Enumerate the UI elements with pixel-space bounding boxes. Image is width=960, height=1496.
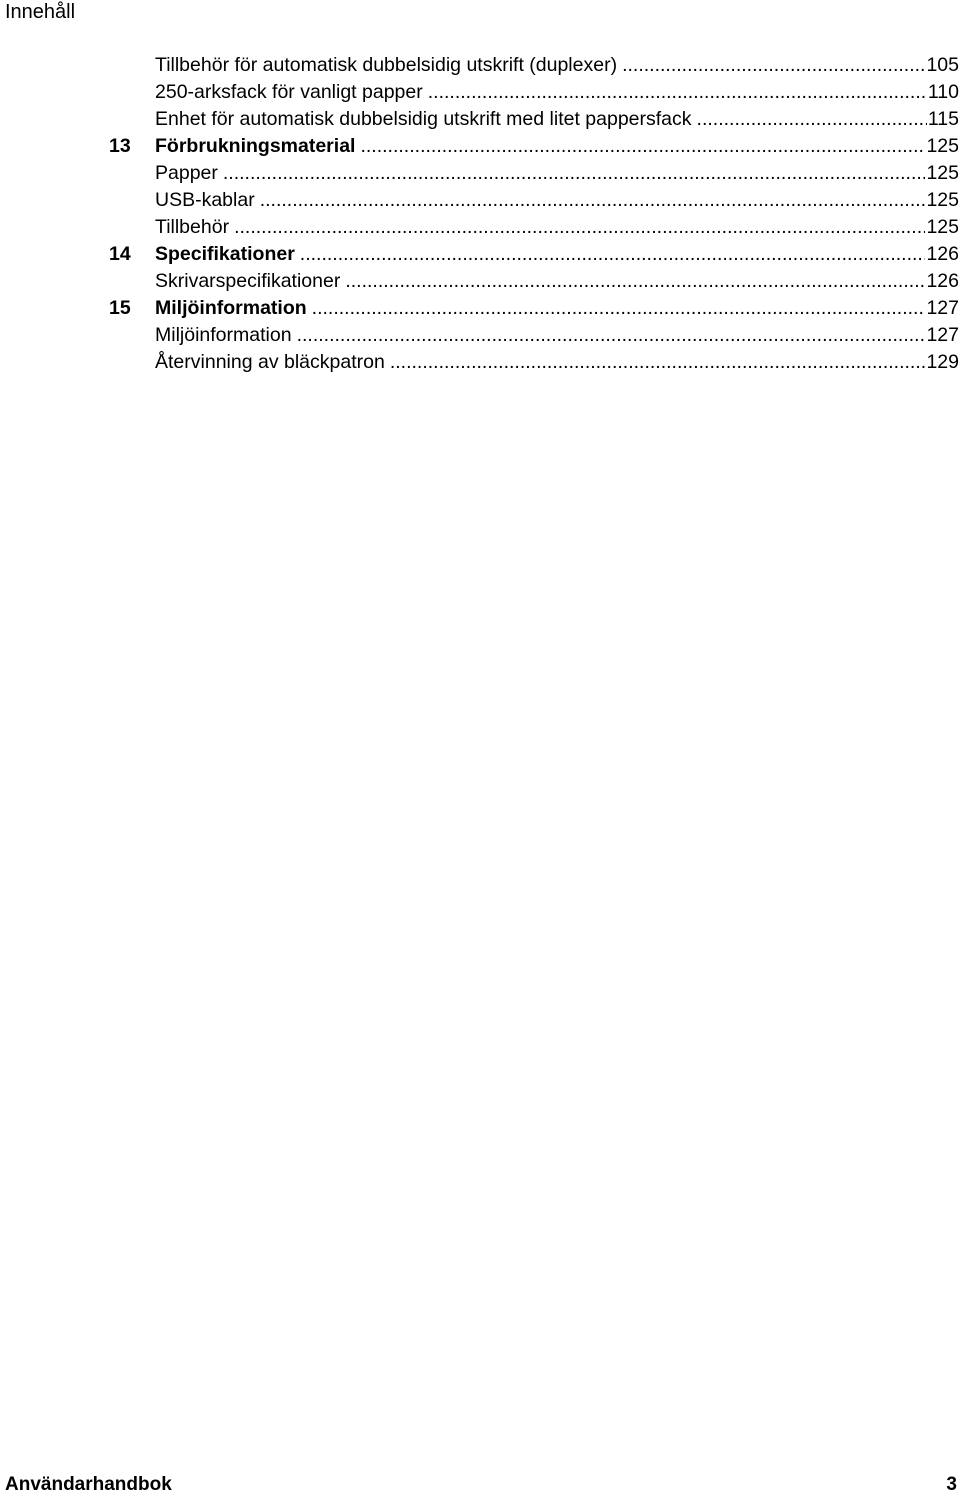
toc-chapter-number: 14 xyxy=(109,243,131,265)
toc-entry[interactable] xyxy=(0,349,960,376)
toc-dot-leader xyxy=(297,322,926,349)
toc-dot-leader xyxy=(234,214,925,241)
toc-page-number: 126 xyxy=(926,270,959,292)
toc-entry[interactable] xyxy=(0,79,960,106)
toc-dot-leader xyxy=(697,106,927,133)
toc-dot-leader xyxy=(428,79,927,106)
toc-dot-leader xyxy=(622,52,925,79)
toc-dot-leader xyxy=(360,133,925,160)
toc-entry[interactable] xyxy=(0,106,960,133)
footer-document-title: Användarhandbok xyxy=(5,1474,172,1495)
toc-chapter-entry[interactable] xyxy=(0,241,960,268)
toc-page-number: 110 xyxy=(927,81,959,103)
toc-entry[interactable] xyxy=(0,214,960,241)
toc-entry-title: Miljöinformation xyxy=(155,324,292,346)
toc-page-number: 125 xyxy=(926,135,959,157)
toc-dot-leader xyxy=(312,295,926,322)
toc-page-number: 127 xyxy=(926,324,959,346)
toc-dot-leader xyxy=(223,160,926,187)
toc-page-number: 126 xyxy=(926,243,959,265)
toc-entry-title: Enhet för automatisk dubbelsidig utskrift med litet pappersfack xyxy=(155,108,692,130)
toc-entry[interactable] xyxy=(0,187,960,214)
toc-page-number: 125 xyxy=(926,162,959,184)
toc-chapter-entry[interactable] xyxy=(0,295,960,322)
toc-entry-title: 250-arksfack för vanligt papper xyxy=(155,81,423,103)
toc-page-number: 125 xyxy=(926,189,959,211)
toc-entry-title: USB-kablar xyxy=(155,189,255,211)
toc-chapter-entry[interactable] xyxy=(0,133,960,160)
toc-entry[interactable] xyxy=(0,322,960,349)
toc-dot-leader xyxy=(300,241,926,268)
toc-chapter-number: 13 xyxy=(109,135,131,157)
toc-chapter-title: Förbrukningsmaterial xyxy=(155,135,356,157)
toc-chapter-number: 15 xyxy=(109,297,131,319)
toc-dot-leader xyxy=(260,187,926,214)
table-of-contents xyxy=(0,52,960,376)
toc-page-number: 125 xyxy=(926,216,959,238)
toc-dot-leader xyxy=(345,268,925,295)
toc-page-number: 127 xyxy=(926,297,959,319)
toc-entry[interactable] xyxy=(0,268,960,295)
toc-chapter-title: Miljöinformation xyxy=(155,297,307,319)
toc-page-number: 115 xyxy=(927,108,959,130)
toc-dot-leader xyxy=(390,349,926,376)
toc-entry-title: Återvinning av bläckpatron xyxy=(155,351,385,373)
toc-entry-title: Tillbehör xyxy=(155,216,230,238)
toc-entry[interactable] xyxy=(0,160,960,187)
toc-page-number: 129 xyxy=(926,351,959,373)
toc-entry-title: Papper xyxy=(155,162,218,184)
toc-page-number: 105 xyxy=(926,54,959,76)
toc-chapter-title: Specifikationer xyxy=(155,243,295,265)
page-header-title: Innehåll xyxy=(5,1,76,23)
footer-page-number: 3 xyxy=(946,1474,957,1495)
toc-entry[interactable] xyxy=(0,52,960,79)
toc-entry-title: Tillbehör för automatisk dubbelsidig utskrift (duplexer) xyxy=(155,54,618,76)
toc-entry-title: Skrivarspecifikationer xyxy=(155,270,341,292)
